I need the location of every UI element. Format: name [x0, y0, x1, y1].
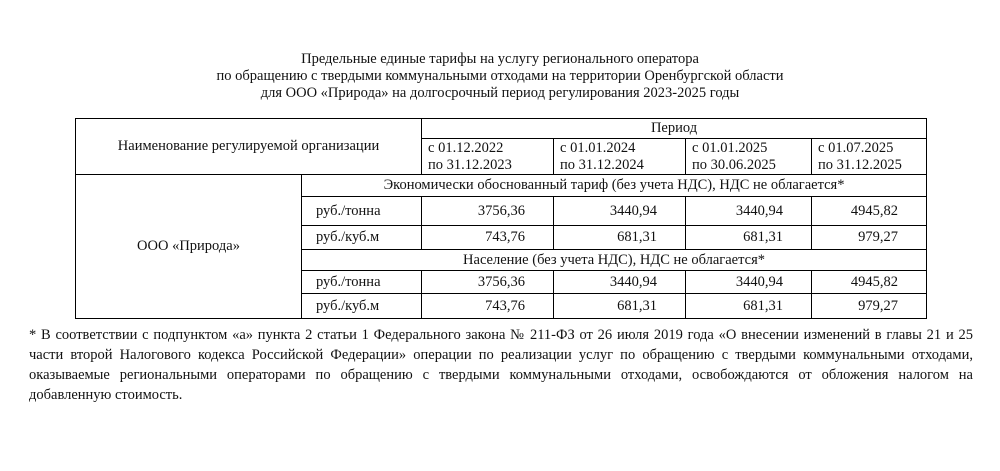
- value-cell: 3440,94: [686, 271, 812, 294]
- period-cell: [812, 139, 927, 175]
- period-to: по 31.12.2024: [560, 156, 644, 173]
- value-cell: 743,76: [422, 226, 554, 250]
- period-cell: [554, 139, 686, 175]
- unit-cell: руб./куб.м: [302, 226, 422, 250]
- section-title: Экономически обоснованный тариф (без учета НДС), НДС не облагается*: [302, 175, 927, 197]
- org-column-header: Наименование регулируемой организации: [76, 119, 422, 175]
- title-line-2: по обращению с твердыми коммунальными отходами на территории Оренбургской области: [216, 68, 784, 84]
- value-cell: 3440,94: [554, 197, 686, 226]
- value-cell: 681,31: [686, 226, 812, 250]
- tariff-table: [75, 118, 927, 319]
- period-from: с 01.07.2025: [818, 139, 894, 156]
- value-cell: 3440,94: [554, 271, 686, 294]
- value-cell: 979,27: [812, 226, 927, 250]
- unit-cell: руб./тонна: [302, 271, 422, 294]
- document-title: [0, 51, 1000, 102]
- period-to: по 31.12.2025: [818, 156, 902, 173]
- section-title: Население (без учета НДС), НДС не облагается*: [302, 250, 927, 271]
- value-cell: 681,31: [554, 294, 686, 319]
- period-from: с 01.12.2022: [428, 139, 504, 156]
- period-to: по 31.12.2023: [428, 156, 512, 173]
- value-cell: 3756,36: [422, 271, 554, 294]
- unit-cell: руб./куб.м: [302, 294, 422, 319]
- period-cell: [686, 139, 812, 175]
- period-from: с 01.01.2024: [560, 139, 636, 156]
- value-cell: 3440,94: [686, 197, 812, 226]
- value-cell: 681,31: [686, 294, 812, 319]
- period-from: с 01.01.2025: [692, 139, 768, 156]
- value-cell: 3756,36: [422, 197, 554, 226]
- value-cell: 979,27: [812, 294, 927, 319]
- period-header: Период: [422, 119, 927, 139]
- title-line-1: Предельные единые тарифы на услугу регионального оператора: [301, 51, 699, 67]
- organization-name: ООО «Природа»: [76, 175, 302, 319]
- period-cell: [422, 139, 554, 175]
- title-line-3: для ООО «Природа» на долгосрочный период регулирования 2023-2025 годы: [260, 85, 740, 101]
- unit-cell: руб./тонна: [302, 197, 422, 226]
- footnote: * В соответствии с подпунктом «а» пункта 2 статьи 1 Федерального закона № 211-ФЗ от 26 июля 2019 года «О внесении изменений в главы 21 и 25 части второй Налогового кодекса Российской Федерации» операции по реализации услуг по обращению с твердыми коммунальными отходами, оказываемые региональными операторами по обращению с твердыми коммунальными отходами, освобождаются от обложения налогом на добавленную стоимость.: [29, 327, 973, 403]
- value-cell: 743,76: [422, 294, 554, 319]
- period-to: по 30.06.2025: [692, 156, 776, 173]
- value-cell: 681,31: [554, 226, 686, 250]
- value-cell: 4945,82: [812, 197, 927, 226]
- value-cell: 4945,82: [812, 271, 927, 294]
